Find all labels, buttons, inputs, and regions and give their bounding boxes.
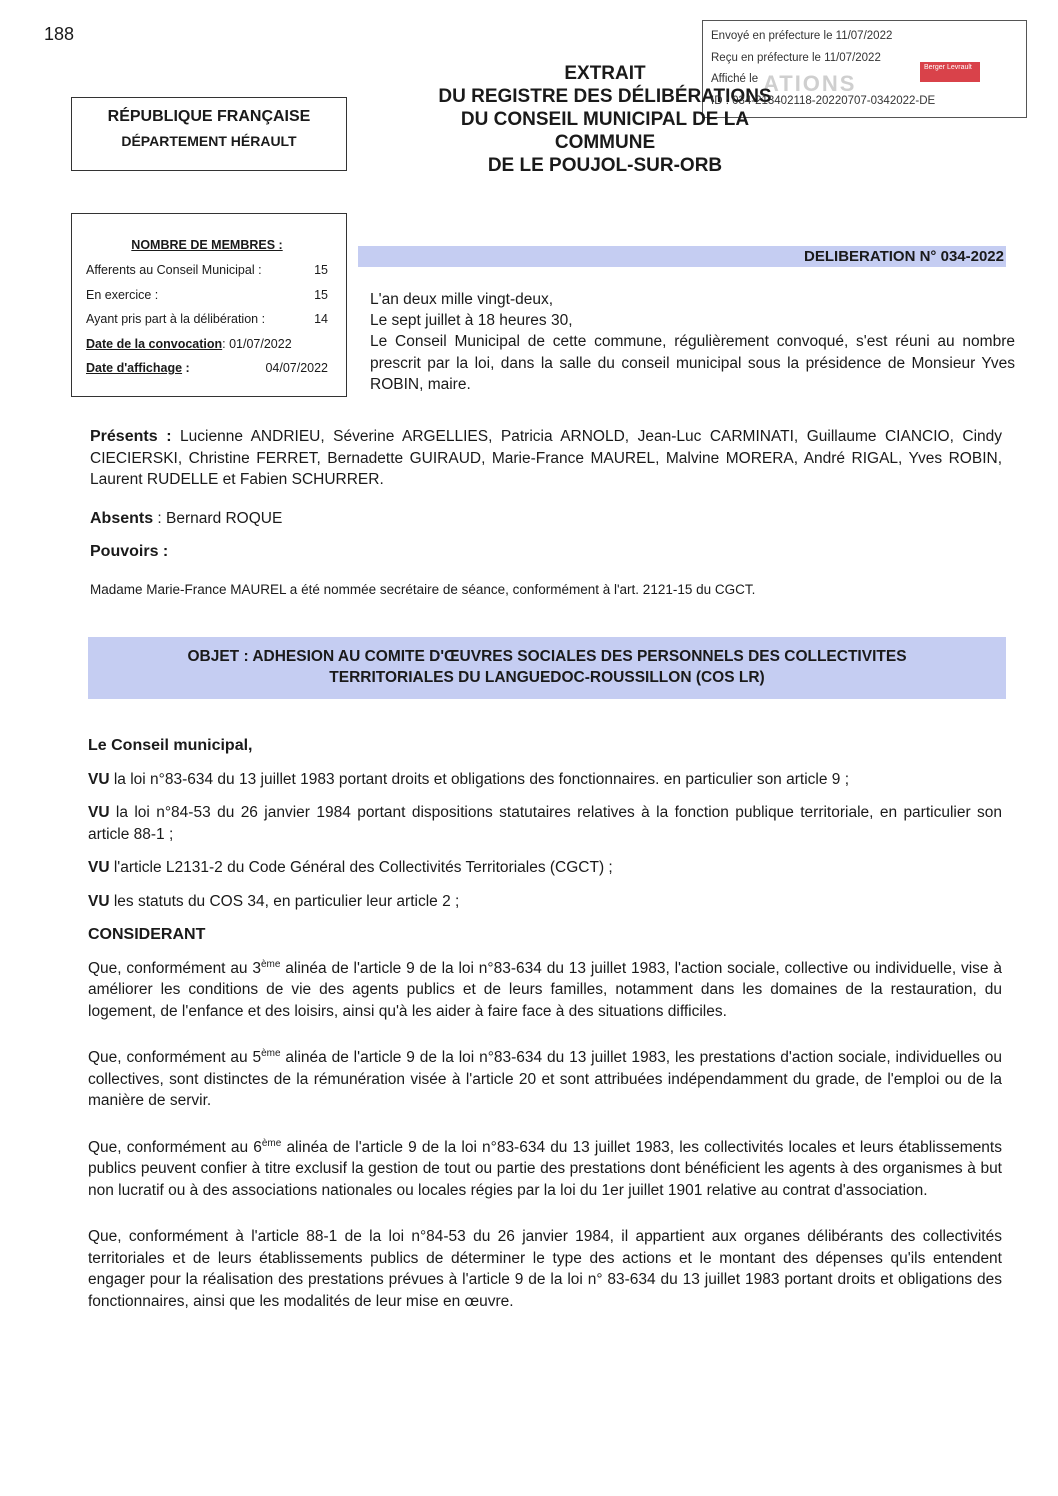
- affichage-value: 04/07/2022: [265, 361, 328, 375]
- vu-text: l'article L2131-2 du Code Général des Collectivités Territoriales (CGCT) ;: [109, 859, 613, 876]
- members-row-label: En exercice :: [86, 287, 159, 302]
- absents-text: : Bernard ROQUE: [153, 510, 283, 527]
- deliberation-body: [88, 735, 1002, 1324]
- prefecture-stamp: [702, 20, 1027, 118]
- intro-paragraph: Le Conseil Municipal de cette commune, régulièrement convoqué, s'est réuni au nombre prescrit par la loi, dans la salle du conseil municipal sous la présidence de Monsieur Yves ROBIN, maire.: [370, 333, 1015, 393]
- secretaire-text: Madame Marie-France MAUREL a été nommée secrétaire de séance, conformément à l'art. 2121-15 du CGCT.: [90, 582, 756, 597]
- convocation-row: [86, 332, 328, 357]
- convocation-label: Date de la convocation: [86, 336, 223, 351]
- vu-label: VU: [88, 770, 110, 788]
- department-label: DÉPARTEMENT HÉRAULT: [121, 133, 297, 149]
- vu-paragraph: [88, 857, 1002, 879]
- objet-line: TERRITORIALES DU LANGUEDOC-ROUSSILLON (COS LR): [329, 669, 765, 686]
- presents-paragraph: [90, 426, 1002, 491]
- members-row-value: 14: [314, 312, 328, 326]
- absents-paragraph: [90, 508, 282, 530]
- affichage-row: [86, 356, 328, 381]
- affichage-label: Date d'affichage: [86, 361, 183, 375]
- title-line: DU REGISTRE DES DÉLIBÉRATIONS: [438, 86, 772, 107]
- members-row-label: Afferents au Conseil Municipal :: [86, 263, 262, 277]
- intro-block: [370, 289, 1015, 396]
- vu-label: VU: [88, 804, 110, 821]
- pouvoirs-label: Pouvoirs :: [90, 543, 169, 560]
- intro-line: Le sept juillet à 18 heures 30,: [370, 312, 573, 329]
- page-number: 188: [44, 24, 75, 44]
- members-heading: NOMBRE DE MEMBRES :: [131, 238, 283, 252]
- que-sup: ème: [261, 1137, 282, 1149]
- stamp-posted: Affiché le: [711, 73, 759, 85]
- que-paragraph: [88, 1047, 1002, 1112]
- members-row-label: Ayant pris part à la délibération :: [86, 312, 266, 326]
- vu-text: les statuts du COS 34, en particulier leur article 2 ;: [109, 892, 460, 910]
- title-line: DU CONSEIL MUNICIPAL DE LA: [460, 109, 750, 130]
- convocation-value: : 01/07/2022: [222, 336, 292, 351]
- affichage-sep: :: [182, 361, 190, 375]
- vu-label: VU: [88, 859, 110, 876]
- objet-line: OBJET : ADHESION AU COMITE D'ŒUVRES SOCIALES DES PERSONNELS DES COLLECTIVITES: [187, 648, 907, 665]
- que-text: Que, conformément au 6: [88, 1138, 262, 1156]
- republic-label: RÉPUBLIQUE FRANÇAISE: [107, 108, 311, 125]
- title-line: EXTRAIT: [564, 63, 646, 84]
- considerant-heading: CONSIDERANT: [88, 926, 206, 943]
- stamp-watermark: ATIONS: [763, 71, 857, 96]
- vu-label: VU: [88, 892, 110, 910]
- republic-box: [71, 97, 347, 171]
- vu-paragraph: [88, 769, 1002, 791]
- members-row: [86, 258, 328, 283]
- deliberation-number: DELIBERATION N° 034-2022: [358, 246, 1006, 267]
- intro-line: L'an deux mille vingt-deux,: [370, 291, 554, 308]
- berger-levrault-logo: Berger Levrault: [920, 62, 980, 82]
- que-text: Que, conformément au 5: [88, 1049, 262, 1066]
- que-text: Que, conformément au 3: [88, 959, 261, 977]
- members-row-value: 15: [314, 263, 328, 277]
- vu-text: la loi n°84-53 du 26 janvier 1984 portant dispositions statutaires relatives à la fonction publique territoriale, en particulier son article 88-1 ;: [88, 804, 1002, 843]
- que-paragraph: [88, 1137, 1002, 1202]
- stamp-received-date: Reçu en préfecture le 11/07/2022: [711, 51, 881, 64]
- que-sup: ème: [261, 958, 281, 970]
- members-row: [86, 307, 328, 332]
- title-line: DE LE POUJOL-SUR-ORB: [487, 155, 723, 176]
- objet-banner: [88, 637, 1006, 699]
- que-sup: ème: [261, 1047, 281, 1059]
- members-row: [86, 283, 328, 308]
- members-row-value: 15: [314, 287, 328, 302]
- presents-label: Présents :: [90, 428, 172, 445]
- presents-text: Lucienne ANDRIEU, Séverine ARGELLIES, Patricia ARNOLD, Jean-Luc CARMINATI, Guillaume CIANCIO, Cindy CIECIERSKI, Christine FERRET, Bernadette GUIRAUD, Marie-France MAUREL, Malvine MORERA, André RIGAL, Yves ROBIN, Laurent RUDELLE et Fabien SCHURRER.: [90, 428, 1002, 488]
- members-box: [71, 213, 347, 397]
- stamp-sent-date: Envoyé en préfecture le 11/07/2022: [711, 30, 893, 42]
- stamp-id: ID : 034-213402118-20220707-0342022-DE: [711, 94, 936, 107]
- conseil-heading: Le Conseil municipal,: [88, 737, 253, 754]
- que-text: alinéa de l'article 9 de la loi n°83-634 du 13 juillet 1983, les collectivités locales et leurs établissements publics peuvent confier à titre exclusif la gestion de tout ou partie des prestations dont bénéficient les agents à des organismes à but non lucratif ou à des associations nationales ou locales régies par la loi du 1er juillet 1901 relative au contrat d'association.: [88, 1138, 1002, 1199]
- title-line: COMMUNE: [554, 132, 656, 153]
- vu-text: la loi n°83-634 du 13 juillet 1983 portant droits et obligations des fonctionnaires. en particulier son article 9 ;: [109, 770, 849, 788]
- vu-paragraph: [88, 891, 1002, 913]
- que-text: alinéa de l'article 9 de la loi n°83-634 du 13 juillet 1983, les prestations d'action sociale, individuelles ou collectives, sont distinctes de la rémunération visée à l'article 20 et sont attribuées indépendamment du grade, de l'emploi ou de la manière de servir.: [88, 1049, 1002, 1109]
- vu-paragraph: [88, 802, 1002, 845]
- que-paragraph: Que, conformément à l'article 88-1 de la loi n°84-53 du 26 janvier 1984, il appartient aux organes délibérants des collectivités territoriales et de leurs établissements publics de déterminer le type des actions et le montant des dépenses qu'ils entendent engager pour la réalisation des prestations prévues à l'article 9 de la loi n° 83-634 du 13 juillet 1983 portant droits et obligations des fonctionnaires, ainsi que les modalités de leur mise en œuvre.: [88, 1228, 1002, 1310]
- que-paragraph: [88, 958, 1002, 1023]
- absents-label: Absents: [90, 510, 154, 527]
- que-text: alinéa de l'article 9 de la loi n°83-634 du 13 juillet 1983, l'action sociale, collective ou individuelle, vise à améliorer les conditions de vie des agents publics et de leurs familles, notamment dans les domaines de la restauration, du logement, de l'enfance et des loisirs, ainsi qu'à les aider à faire face à des situations difficiles.: [88, 959, 1002, 1020]
